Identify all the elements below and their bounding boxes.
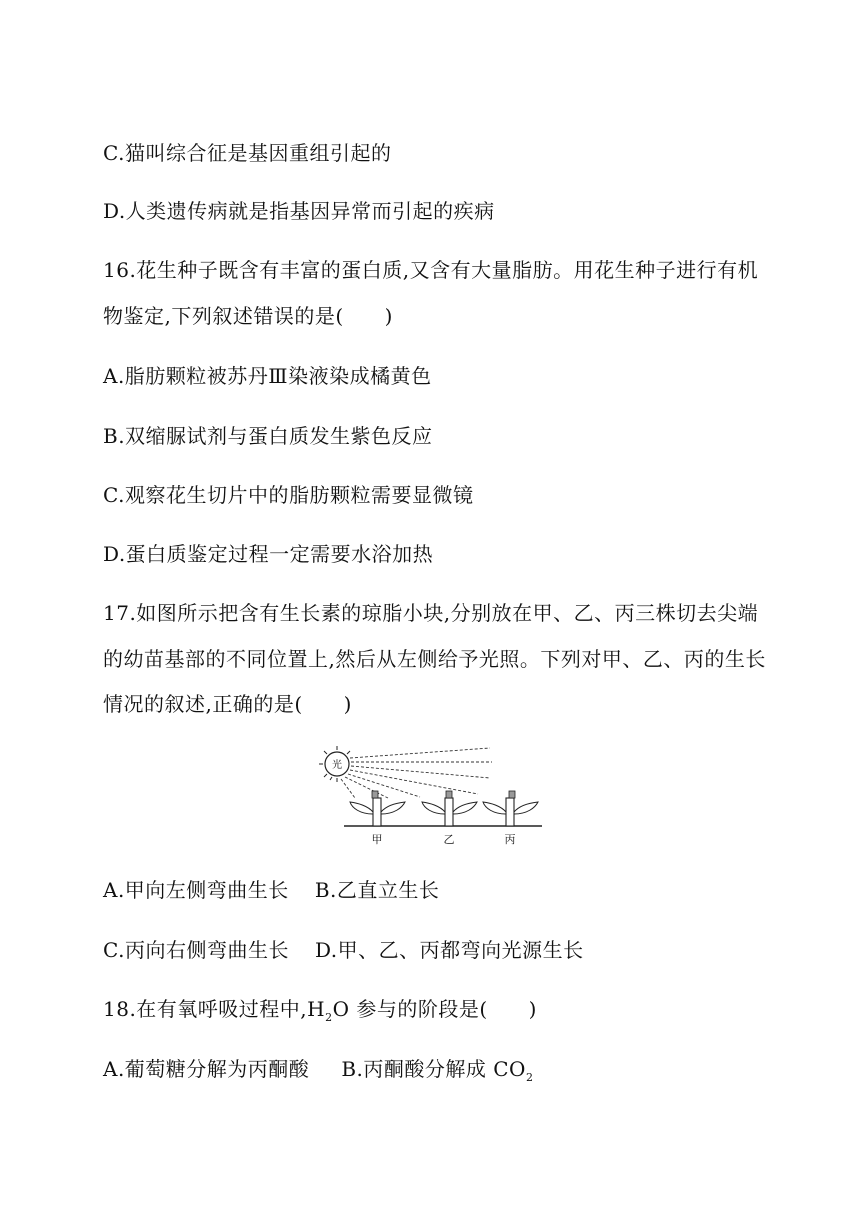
q18-option-b-sub: 2 — [525, 1071, 534, 1084]
plant-jia — [350, 791, 405, 826]
q18-stem-sub: 2 — [325, 1011, 333, 1024]
q18-stem-post: O 参与的阶段是( ) — [332, 997, 537, 1021]
q16-option-a: A.脂肪颗粒被苏丹Ⅲ染液染成橘黄色 — [103, 364, 432, 388]
q17-stem-line1: 17.如图所示把含有生长素的琼脂小块,分别放在甲、乙、丙三株切去尖端 — [103, 601, 759, 625]
q16-stem-line1: 16.花生种子既含有丰富的蛋白质,又含有大量脂肪。用花生种子进行有机 — [103, 258, 759, 282]
q17-option-c: C.丙向右侧弯曲生长 — [103, 938, 289, 962]
q16-option-d: D.蛋白质鉴定过程一定需要水浴加热 — [103, 542, 434, 566]
plant-label-bing: 丙 — [504, 833, 516, 846]
q15-option-c: C.猫叫综合征是基因重组引起的 — [103, 141, 392, 165]
q17-option-d: D.甲、乙、丙都弯向光源生长 — [314, 938, 584, 962]
light-rays — [341, 748, 492, 798]
q18-option-a: A.葡萄糖分解为丙酮酸 — [103, 1057, 310, 1081]
plant-label-yi: 乙 — [443, 833, 455, 846]
plant-yi — [422, 791, 477, 826]
q16-option-c: C.观察花生切片中的脂肪颗粒需要显微镜 — [103, 483, 474, 507]
q17-option-b: B.乙直立生长 — [314, 878, 440, 902]
q18-stem-pre: 18.在有氧呼吸过程中,H — [103, 997, 326, 1021]
sun-label: 光 — [332, 760, 342, 771]
q18-stem — [103, 997, 537, 1024]
phototropism-figure — [310, 742, 550, 852]
q17-options-row1 — [103, 878, 439, 902]
q18-options-row1 — [103, 1057, 534, 1084]
plant-bing — [483, 791, 538, 826]
q18-option-b — [341, 1057, 534, 1084]
q17-stem-line2: 的幼苗基部的不同位置上,然后从左侧给予光照。下列对甲、乙、丙的生长 — [103, 647, 766, 671]
q17-option-a: A.甲向左侧弯曲生长 — [103, 878, 289, 902]
q16-stem-line2: 物鉴定,下列叙述错误的是( ) — [103, 304, 393, 328]
plant-label-jia: 甲 — [371, 833, 383, 846]
q16-option-b: B.双缩脲试剂与蛋白质发生紫色反应 — [103, 424, 433, 448]
q18-option-b-pre: B.丙酮酸分解成 CO — [341, 1057, 526, 1081]
q17-stem-line3: 情况的叙述,正确的是( ) — [103, 692, 352, 716]
q17-options-row2 — [103, 938, 584, 962]
q15-option-d: D.人类遗传病就是指基因异常而引起的疾病 — [103, 199, 495, 223]
